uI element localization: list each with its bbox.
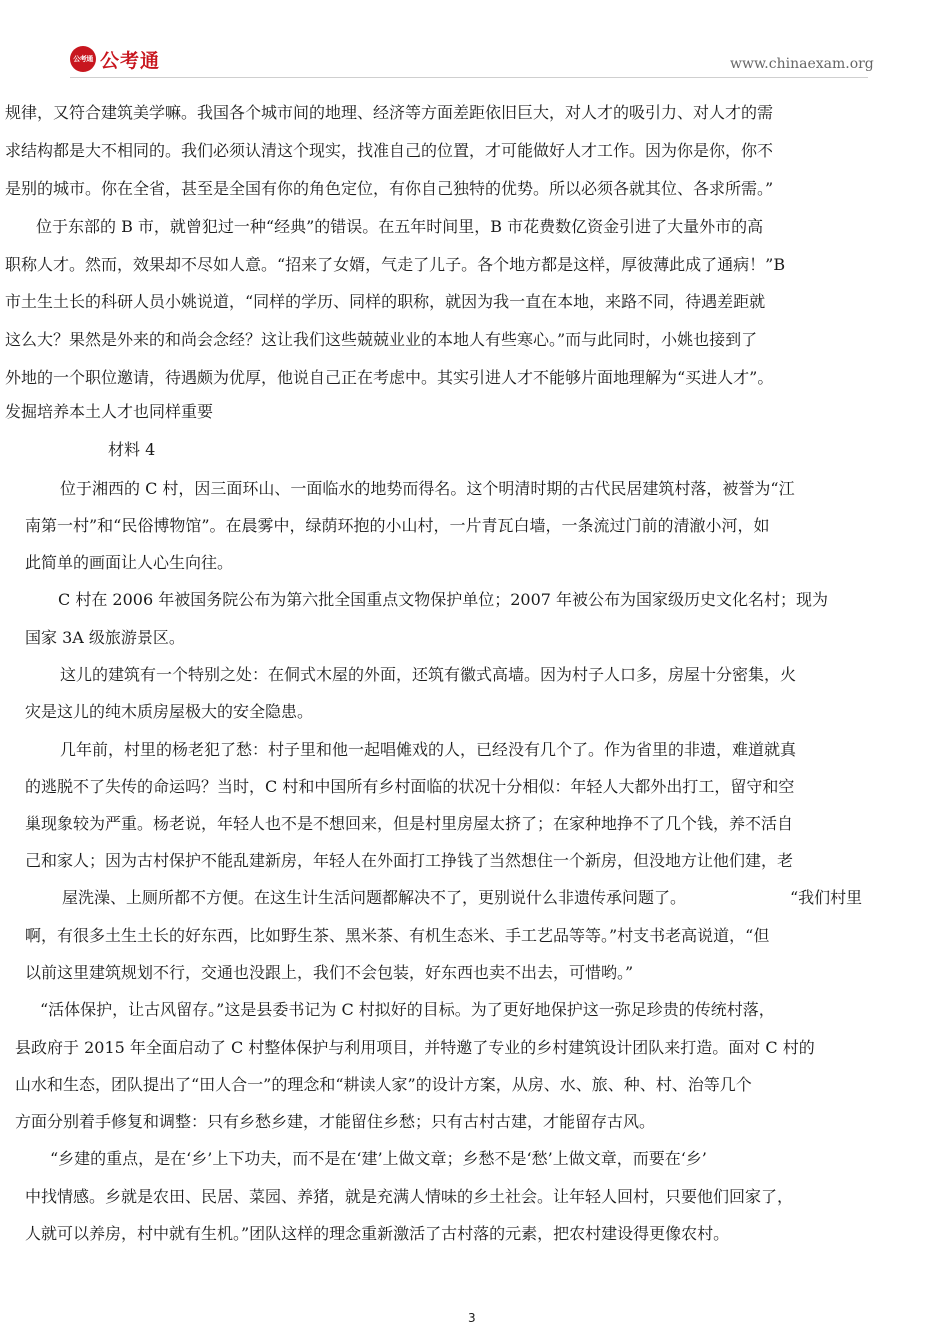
logo-badge-icon: 公考通 (70, 46, 96, 72)
text-line: 中找情感。乡就是农田、民居、菜园、养猪，就是充满人情味的乡土社会。让年轻人回村，只要他们回家了， (25, 1187, 794, 1206)
text-line: 是别的城市。你在全省，甚至是全国有你的角色定位，有你自己独特的优势。所以必须各就其位、各求所需。” (5, 179, 774, 198)
text-line: 国家 3A 级旅游景区。 (25, 628, 185, 647)
text-line: 方面分别着手修复和调整：只有乡愁乡建，才能留住乡愁；只有古村古建，才能留存古风。 (15, 1112, 656, 1131)
text-line: “我们村里 (790, 888, 863, 907)
text-line: 位于东部的 B 市，就曾犯过一种“经典”的错误。在五年时间里，B 市花费数亿资金引进了大量外市的高 (36, 217, 764, 236)
text-line: 位于湘西的 C 村，因三面环山、一面临水的地势而得名。这个明清时期的古代民居建筑村落，被誉为“江 (60, 479, 795, 498)
text-line: 南第一村”和“民俗博物馆”。在晨雾中，绿荫环抱的小山村，一片青瓦白墙，一条流过门前的清澈小河，如 (25, 516, 770, 535)
section-heading: 材料 4 (108, 440, 156, 459)
text-line: C 村在 2006 年被国务院公布为第六批全国重点文物保护单位；2007 年被公布为国家级历史文化名村；现为 (58, 590, 829, 609)
site-url[interactable]: www.chinaexam.org (730, 56, 874, 72)
text-line: 职称人才。然而，效果却不尽如人意。“招来了女婿，气走了儿子。各个地方都是这样，厚彼薄此成了通病！”B (5, 255, 786, 274)
text-line: 规律，又符合建筑美学嘛。我国各个城市间的地理、经济等方面差距依旧巨大，对人才的吸引力、对人才的需 (5, 103, 774, 122)
page-header (0, 0, 950, 80)
text-line: 屋洗澡、上厕所都不方便。在这生计生活问题都解决不了，更别说什么非遗传承问题了。 (62, 888, 687, 907)
logo (70, 46, 160, 72)
text-line: “乡建的重点，是在‘乡’上下功夫，而不是在‘建’上做文章；乡愁不是‘愁’上做文章，而要在‘乡’ (50, 1149, 707, 1168)
text-line: “活体保护，让古风留存。”这是县委书记为 C 村拟好的目标。为了更好地保护这一弥足珍贵的传统村落， (40, 1000, 775, 1019)
text-line: 发掘培养本土人才也同样重要 (5, 402, 214, 421)
text-line: 这么大？果然是外来的和尚会念经？这让我们这些兢兢业业的本地人有些寒心。”而与此同时，小姚也接到了 (5, 330, 758, 349)
text-line: 人就可以养房，村中就有生机。”团队这样的理念重新激活了古村落的元素，把农村建设得更像农村。 (25, 1224, 730, 1243)
text-line: 的逃脱不了失传的命运吗？当时，C 村和中国所有乡村面临的状况十分相似：年轻人大都外出打工，留守和空 (25, 777, 795, 796)
text-line: 啊，有很多土生土长的好东西，比如野生茶、黑米茶、有机生态米、手工艺品等等。”村支书老高说道，“但 (25, 926, 770, 945)
page-number: 3 (468, 1311, 476, 1325)
text-line: 这儿的建筑有一个特别之处：在侗式木屋的外面，还筑有徽式高墙。因为村子人口多，房屋十分密集，火 (60, 665, 797, 684)
text-line: 灾是这儿的纯木质房屋极大的安全隐患。 (25, 702, 314, 721)
text-line: 县政府于 2015 年全面启动了 C 村整体保护与利用项目，并特邀了专业的乡村建筑设计团队来打造。面对 C 村的 (15, 1038, 815, 1057)
text-line: 求结构都是大不相同的。我们必须认清这个现实，找准自己的位置，才可能做好人才工作。因为你是你，你不 (5, 141, 774, 160)
text-line: 巢现象较为严重。杨老说，年轻人也不是不想回来，但是村里房屋太挤了；在家种地挣不了几个钱，养不活自 (25, 814, 794, 833)
text-line: 以前这里建筑规划不行，交通也没跟上，我们不会包装，好东西也卖不出去，可惜哟。” (25, 963, 634, 982)
text-line: 己和家人；因为古村保护不能乱建新房，年轻人在外面打工挣钱了当然想住一个新房，但没地方让他们建，老 (25, 851, 794, 870)
text-line: 此简单的画面让人心生向往。 (25, 553, 234, 572)
text-line: 山水和生态，团队提出了“田人合一”的理念和“耕读人家”的设计方案，从房、水、旅、种、村、治等几个 (15, 1075, 752, 1094)
text-line: 几年前，村里的杨老犯了愁：村子里和他一起唱傩戏的人，已经没有几个了。作为省里的非遗，难道就真 (60, 740, 797, 759)
text-line: 外地的一个职位邀请，待遇颇为优厚，他说自己正在考虑中。其实引进人才不能够片面地理解为“买进人才”。 (5, 368, 774, 387)
logo-text: 公考通 (100, 49, 161, 72)
header-divider (70, 77, 868, 78)
text-line: 市土生土长的科研人员小姚说道，“同样的学历、同样的职称，就因为我一直在本地，来路不同，待遇差距就 (5, 292, 766, 311)
